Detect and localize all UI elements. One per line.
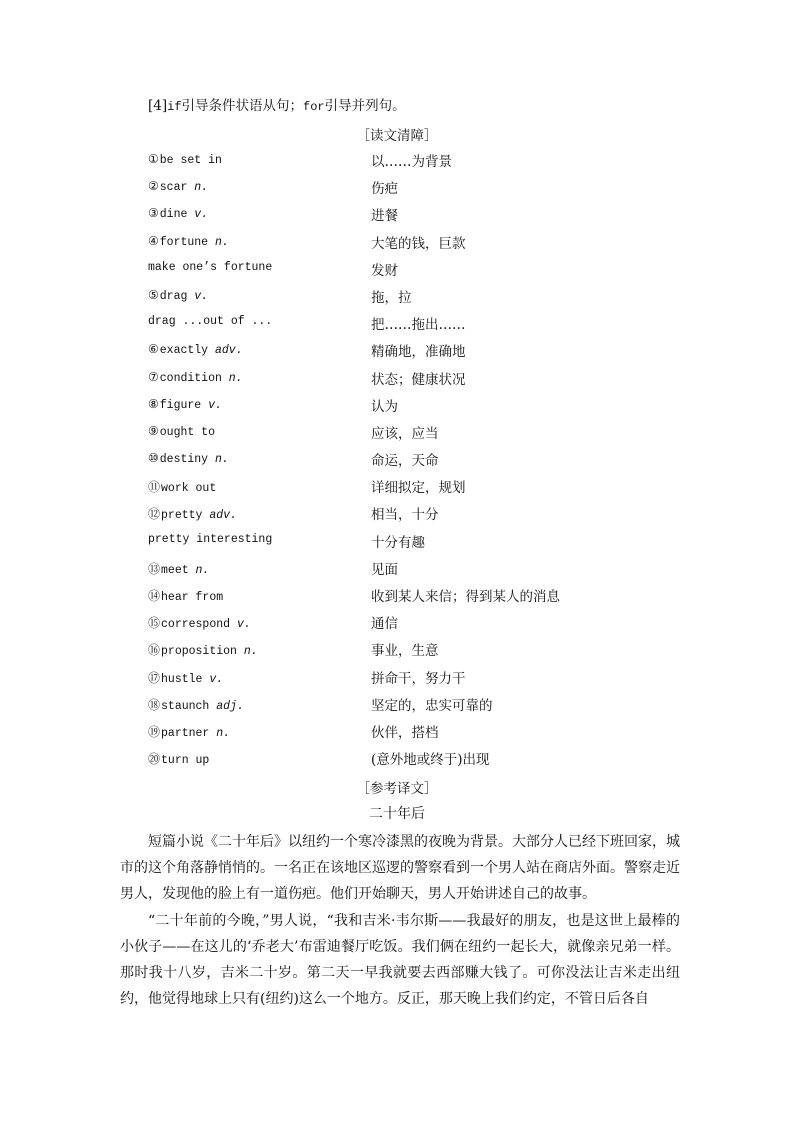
vocab-meaning: 伙伴，搭档 [371,724,439,741]
vocab-word: proposition [161,645,244,659]
vocab-word: drag ...out of ... [148,315,273,329]
vocab-term [148,451,229,466]
vocab-word: pretty interesting [148,532,273,546]
vocab-term [148,750,209,767]
vocab-row [148,554,708,581]
vocab-term [148,478,216,495]
vocab-row [148,744,708,771]
vocab-row [148,608,708,635]
vocab-number: ⑳ [148,752,161,767]
vocab-row [148,418,708,445]
vocab-word: figure [159,398,209,412]
vocab-word: destiny [159,453,215,467]
vocab-term [148,505,237,522]
vocab-meaning: 相当，十分 [371,507,439,524]
vocab-part-of-speech: v. [236,618,251,632]
vocab-word: partner [161,726,217,740]
vocab-row [148,309,708,336]
vocab-number: ④ [148,233,159,248]
vocab-meaning: 大笔的钱，巨款 [371,235,466,252]
vocab-term [148,370,243,385]
note-if: if [167,100,182,114]
vocab-number: ⑱ [148,697,161,712]
vocab-row [148,527,708,554]
section-heading-reading: ［读文清障］ [356,128,438,144]
vocab-row [148,663,708,690]
vocab-number: ⑦ [148,369,159,384]
vocab-word: staunch [161,699,217,713]
vocab-part-of-speech: v. [209,672,224,686]
vocab-word: turn up [161,754,210,768]
vocab-term [148,641,258,658]
vocab-row [148,472,708,499]
vocab-word: dine [159,208,195,222]
vocab-number: ① [148,152,159,166]
vocab-meaning: 以……为背景 [371,154,452,170]
vocab-number: ⑫ [148,507,161,522]
vocab-word: pretty [161,509,210,523]
vocab-term [148,560,209,577]
vocab-row [148,635,708,662]
vocab-word: correspond [161,618,237,632]
vocab-row [148,391,708,418]
vocab-term [148,696,244,713]
note-prefix: [4] [148,98,168,114]
note-text: 引导条件状语从句； [181,98,304,114]
vocab-term [148,206,208,221]
vocab-word: scar [159,181,195,195]
vocab-part-of-speech: adv. [209,509,237,523]
vocab-number: ⑨ [148,423,159,438]
vocab-number: ⑰ [148,670,161,685]
vocab-number: ⑲ [148,724,161,739]
vocab-row [148,581,708,608]
note-text-end: 引导并列句。 [324,98,406,114]
vocab-row [148,445,708,472]
vocab-term [148,234,229,249]
vocab-row [148,228,708,255]
vocab-meaning: 精确地，准确地 [371,344,466,361]
vocab-row [148,282,708,309]
vocab-number: ⑬ [148,561,161,576]
note-for: for [303,100,325,114]
vocab-meaning: 事业，生意 [371,643,439,660]
vocab-row [148,255,708,282]
vocab-meaning: 状态；健康状况 [371,371,466,388]
vocab-term [148,424,215,439]
translation-title: 二十年后 [369,806,425,822]
vocab-row [148,146,708,173]
vocab-meaning: 进餐 [371,208,398,225]
vocab-meaning: 见面 [371,561,398,578]
vocab-row [148,173,708,200]
vocab-meaning: 发财 [371,262,398,279]
vocab-word: meet [161,563,196,577]
vocab-row [148,336,708,363]
vocab-part-of-speech: n. [228,371,243,385]
translation-paragraph: “二十年前的今晚，”男人说，“我和吉米·韦尔斯——我最好的朋友，也是这世上最棒的小伙子——在这儿的‘乔老大’布雷迪餐厅吃饭。我们俩在纽约一起长大，就像亲兄弟一样。那时我十八岁，吉米二十岁。第二天一早我就要去西部赚大钱了。可你没法让吉米走出纽约，他觉得地球上只有(纽约)这么一个地方。反正，那天晚上我们约定，不管日后各自 [120,913,680,1007]
vocab-part-of-speech: n. [216,726,231,740]
vocab-meaning: 拼命干，努力干 [371,670,466,687]
vocab-term [148,723,230,740]
vocab-row [148,690,708,717]
vocab-meaning: 认为 [371,398,398,415]
vocab-term [148,261,272,274]
vocab-word: drag [159,289,195,303]
vocab-number: ⑤ [148,287,159,302]
vocab-meaning: 应该，应当 [371,425,439,442]
grammar-note [148,94,406,114]
vocab-word: be set in [159,154,222,167]
vocab-word: make one’s fortune [148,260,273,274]
vocab-part-of-speech: v. [194,208,209,222]
vocab-meaning: 坚定的，忠实可靠的 [371,697,493,714]
vocab-part-of-speech: n. [195,563,210,577]
vocab-word: exactly [159,344,215,358]
vocab-term [148,669,223,686]
vocab-meaning: 收到某人来信；得到某人的消息 [371,589,560,605]
vocab-word: work out [161,482,217,496]
vocab-number: ② [148,179,159,194]
vocab-word: fortune [159,235,215,249]
vocab-meaning: 通信 [371,616,398,633]
vocab-term [148,587,223,604]
vocab-part-of-speech: adj. [216,699,244,713]
vocab-word: hustle [161,672,210,686]
vocab-term [148,288,208,303]
vocab-meaning: (意外地或终于)出现 [371,752,490,769]
vocab-number: ⑯ [148,643,161,658]
vocabulary-list [148,146,708,771]
vocab-word: condition [159,371,229,385]
vocab-part-of-speech: v. [194,289,209,303]
vocab-number: ⑥ [148,342,159,357]
vocab-part-of-speech: v. [208,398,222,412]
vocab-part-of-speech: n. [214,235,229,249]
vocab-meaning: 详细拟定，规划 [371,480,466,497]
vocab-part-of-speech: n. [214,453,229,467]
vocab-term [148,533,272,546]
vocab-row [148,200,708,227]
vocab-part-of-speech: n. [194,181,209,195]
vocab-number: ⑭ [148,589,161,603]
vocab-term [148,179,208,194]
vocab-meaning: 拖，拉 [371,289,412,306]
vocab-part-of-speech: adv. [214,344,243,358]
vocab-part-of-speech: n. [243,645,258,659]
vocab-number: ③ [148,206,159,221]
vocab-term [148,342,243,357]
translation-paragraph: 短篇小说《二十年后》以纽约一个寒冷漆黑的夜晚为背景。大部分人已经下班回家，城市的这个角落静悄悄的。一名正在该地区巡逻的警察看到一个男人站在商店外面。警察走近男人，发现他的脸上有一道伤疤。他们开始聊天，男人开始讲述自己的故事。 [120,834,680,902]
vocab-meaning: 把……拖出…… [371,317,466,334]
vocab-number: ⑩ [148,451,159,466]
vocab-term [148,315,272,328]
vocab-row [148,499,708,526]
vocab-term [148,152,222,167]
section-heading-translation: ［参考译文］ [356,781,438,797]
vocab-row [148,717,708,744]
vocab-meaning: 命运，天命 [371,453,439,470]
vocab-word: ought to [159,425,215,439]
vocab-meaning: 十分有趣 [371,534,425,551]
vocab-term [148,614,251,631]
vocab-meaning: 伤疤 [371,181,398,198]
vocab-row [148,364,708,391]
vocab-number: ⑪ [148,480,161,495]
vocab-word: hear from [161,591,224,604]
vocab-number: ⑮ [148,616,161,631]
vocab-number: ⑧ [148,396,159,411]
vocab-term [148,397,222,412]
